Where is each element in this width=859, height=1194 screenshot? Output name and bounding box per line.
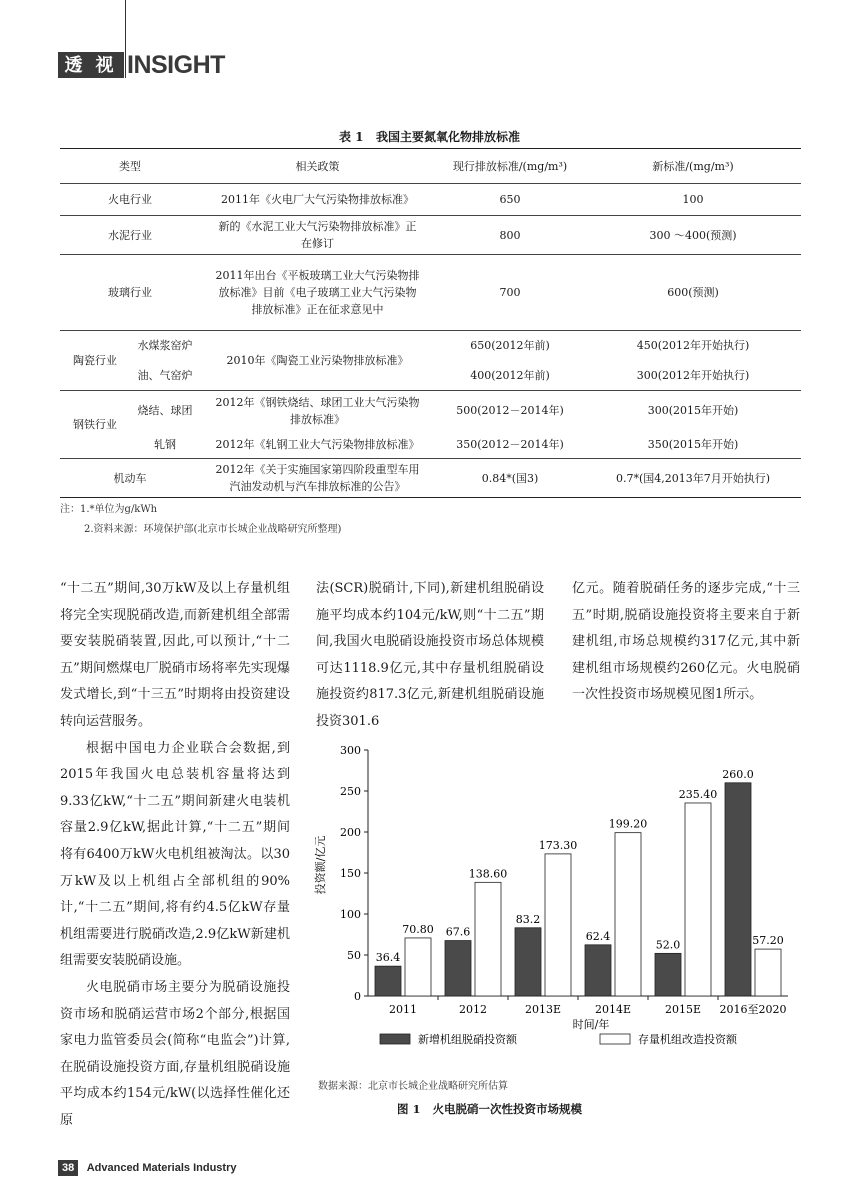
emission-standards-table bbox=[60, 148, 801, 498]
x-tick-label: 2013E bbox=[524, 1003, 562, 1016]
text-column-1 bbox=[60, 576, 290, 1134]
row-policy: 2011年《火电厂大气污染物排放标准》 bbox=[200, 184, 435, 216]
data-label: 235.40 bbox=[678, 787, 718, 801]
y-axis-label: 投资额/亿元 bbox=[314, 835, 327, 895]
data-label: 173.30 bbox=[538, 838, 578, 852]
bar-new-units bbox=[515, 928, 541, 996]
row-subtype: 水煤浆窑炉 bbox=[130, 331, 200, 361]
row-policy: 2012年《钢铁烧结、球团工业大气污染物排放标准》 bbox=[200, 391, 435, 431]
chart-caption: 图 1 火电脱硝一次性投资市场规模 bbox=[396, 1102, 582, 1116]
table-row bbox=[60, 331, 801, 361]
header-new: 新标准/(mg/m³) bbox=[585, 149, 801, 184]
investment-bar-chart bbox=[310, 740, 800, 1070]
header-policy: 相关政策 bbox=[200, 149, 435, 184]
bar-retrofit bbox=[685, 803, 711, 996]
paragraph: 法(SCR)脱硝计,下同),新建机组脱硝设施平均成本约104元/kW,则“十二五”期间,我国火电脱硝设施投资市场总体规模可达1118.9亿元,其中存量机组脱硝设施投资约817.3亿元,新建机组脱硝设施投资301.6 bbox=[316, 581, 544, 729]
legend-label: 存量机组改造投资额 bbox=[638, 1033, 737, 1046]
x-tick-label: 2011 bbox=[389, 1003, 417, 1016]
data-label: 67.6 bbox=[445, 925, 471, 939]
bar-new-units bbox=[655, 953, 681, 996]
bar-new-units bbox=[445, 941, 471, 996]
page-footer bbox=[58, 1160, 236, 1176]
row-current: 350(2012－2014年) bbox=[456, 437, 564, 451]
row-type: 玻璃行业 bbox=[60, 255, 200, 331]
table-title: 表 1 我国主要氮氧化物排放标准 bbox=[338, 130, 521, 144]
chart-source: 数据来源：北京市长城企业战略研究所估算 bbox=[318, 1081, 508, 1092]
row-type: 水泥行业 bbox=[60, 216, 200, 255]
table-row bbox=[60, 184, 801, 216]
journal-name: Advanced Materials Industry bbox=[86, 1162, 237, 1174]
x-tick-label: 2012 bbox=[459, 1003, 487, 1016]
paragraph: 亿元。随着脱硝任务的逐步完成,“十三五”时期,脱硝设施投资将主要来自于新建机组,市场总规模约317亿元,其中新建机组市场规模约260亿元。火电脱硝一次性投资市场规模见图1所示。 bbox=[572, 581, 800, 703]
data-label: 260.0 bbox=[722, 767, 754, 781]
row-policy: 新的《水泥工业大气污染物排放标准》正在修订 bbox=[200, 216, 435, 255]
row-type: 机动车 bbox=[60, 459, 200, 498]
row-policy: 2010年《陶瓷工业污染物排放标准》 bbox=[200, 331, 435, 391]
row-type: 陶瓷行业 bbox=[60, 331, 130, 391]
row-subtype: 轧钢 bbox=[154, 437, 176, 451]
bar-new-units bbox=[375, 966, 401, 996]
paragraph: 火电脱硝市场主要分为脱硝设施投资市场和脱硝运营市场2个部分,根据国家电力监管委员会(简称“电监会”)计算,在脱硝设施投资方面,存量机组脱硝设施平均成本约154元/kW(以选择性催化还原 bbox=[60, 979, 290, 1128]
data-label: 138.60 bbox=[468, 867, 508, 881]
page-number: 38 bbox=[58, 1160, 78, 1176]
data-label: 57.20 bbox=[752, 934, 784, 948]
data-label: 199.20 bbox=[608, 817, 648, 831]
row-subtype: 油、气窑炉 bbox=[137, 368, 193, 382]
text-column-2 bbox=[316, 576, 544, 736]
table-row bbox=[60, 459, 801, 498]
row-policy: 2011年出台《平板玻璃工业大气污染物排放标准》目前《电子玻璃工业大气污染物排放标准》正在征求意见中 bbox=[200, 255, 435, 331]
bar-retrofit bbox=[475, 882, 501, 996]
table-note-source: 2.资料来源：环境保护部(北京市长城企业战略研究所整理) bbox=[84, 524, 342, 535]
row-new: 300(2015年开始) bbox=[585, 391, 801, 431]
row-new: 350(2015年开始) bbox=[647, 437, 739, 451]
legend-swatch bbox=[380, 1034, 410, 1044]
bar-retrofit bbox=[615, 833, 641, 996]
header-type: 类型 bbox=[60, 149, 200, 184]
row-new: 300 ～400(预测) bbox=[585, 216, 801, 255]
row-policy: 2012年《关于实施国家第四阶段重型车用汽油发动机与汽车排放标准的公告》 bbox=[200, 459, 435, 498]
row-current: 650 bbox=[435, 184, 585, 216]
row-current: 400(2012年前) bbox=[470, 368, 550, 382]
y-tick-label: 0 bbox=[354, 990, 361, 1003]
x-tick-label: 2016至2020 bbox=[719, 1003, 787, 1016]
x-tick-label: 2014E bbox=[594, 1003, 632, 1016]
table-header-row bbox=[60, 149, 801, 184]
table-row bbox=[60, 216, 801, 255]
y-tick-label: 300 bbox=[340, 744, 361, 757]
data-label: 70.80 bbox=[402, 922, 434, 936]
data-label: 52.0 bbox=[655, 938, 681, 952]
data-label: 83.2 bbox=[515, 912, 541, 926]
x-tick-label: 2015E bbox=[664, 1003, 702, 1016]
row-policy: 2012年《轧钢工业大气污染物排放标准》 bbox=[215, 437, 420, 451]
y-tick-label: 100 bbox=[340, 908, 361, 921]
table-row bbox=[60, 431, 801, 459]
row-type: 火电行业 bbox=[60, 184, 200, 216]
y-tick-label: 200 bbox=[340, 826, 361, 839]
row-new: 300(2012年开始执行) bbox=[636, 368, 750, 382]
y-tick-label: 50 bbox=[347, 949, 361, 962]
paragraph: 根据中国电力企业联合会数据,到2015年我国火电总装机容量将达到9.33亿kW,“十二五”期间新建火电装机容量2.9亿kW,据此计算,“十二五”期间将有6400万kW火电机组被淘汰。以30万kW及以上机组占全部机组的90%计,“十二五”期间,将有约4.5亿kW存量机组需要进行脱硝改造,2.9亿kW新建机组需要安装脱硝设施。 bbox=[60, 740, 290, 969]
header-divider bbox=[125, 0, 126, 78]
bar-new-units bbox=[585, 945, 611, 996]
section-badge: 透 视 bbox=[58, 52, 124, 78]
text-column-3 bbox=[572, 576, 800, 709]
row-type: 钢铁行业 bbox=[60, 391, 130, 459]
bar-new-units bbox=[725, 783, 751, 996]
bar-retrofit bbox=[755, 949, 781, 996]
bar-retrofit bbox=[405, 938, 431, 996]
table-row bbox=[60, 391, 801, 431]
row-new: 0.7*(国4,2013年7月开始执行) bbox=[585, 459, 801, 498]
row-new: 100 bbox=[585, 184, 801, 216]
row-current: 500(2012－2014年) bbox=[435, 391, 585, 431]
legend-label: 新增机组脱硝投资额 bbox=[418, 1033, 517, 1046]
header-current: 现行排放标准/(mg/m³) bbox=[435, 149, 585, 184]
data-label: 36.4 bbox=[375, 951, 401, 965]
row-current: 650(2012年前) bbox=[435, 331, 585, 361]
x-axis-label: 时间/年 bbox=[572, 1018, 610, 1031]
row-current: 700 bbox=[435, 255, 585, 331]
table-note-unit: 注：1.*单位为g/kWh bbox=[60, 504, 158, 515]
legend-swatch bbox=[600, 1034, 630, 1044]
row-new: 600(预测) bbox=[585, 255, 801, 331]
section-title: INSIGHT bbox=[127, 51, 225, 79]
bar-retrofit bbox=[545, 854, 571, 996]
row-subtype: 烧结、球团 bbox=[130, 391, 200, 431]
data-label: 62.4 bbox=[585, 929, 611, 943]
y-tick-label: 250 bbox=[340, 785, 361, 798]
row-new: 450(2012年开始执行) bbox=[585, 331, 801, 361]
y-tick-label: 150 bbox=[340, 867, 361, 880]
paragraph: “十二五”期间,30万kW及以上存量机组将完全实现脱硝改造,而新建机组全部需要安装脱硝装置,因此,可以预计,“十二五”期间燃煤电厂脱硝市场将率先实现爆发式增长,到“十三五”时期将由投资建设转向运营服务。 bbox=[60, 581, 290, 729]
table-row bbox=[60, 255, 801, 331]
row-current: 800 bbox=[435, 216, 585, 255]
row-current: 0.84*(国3) bbox=[435, 459, 585, 498]
